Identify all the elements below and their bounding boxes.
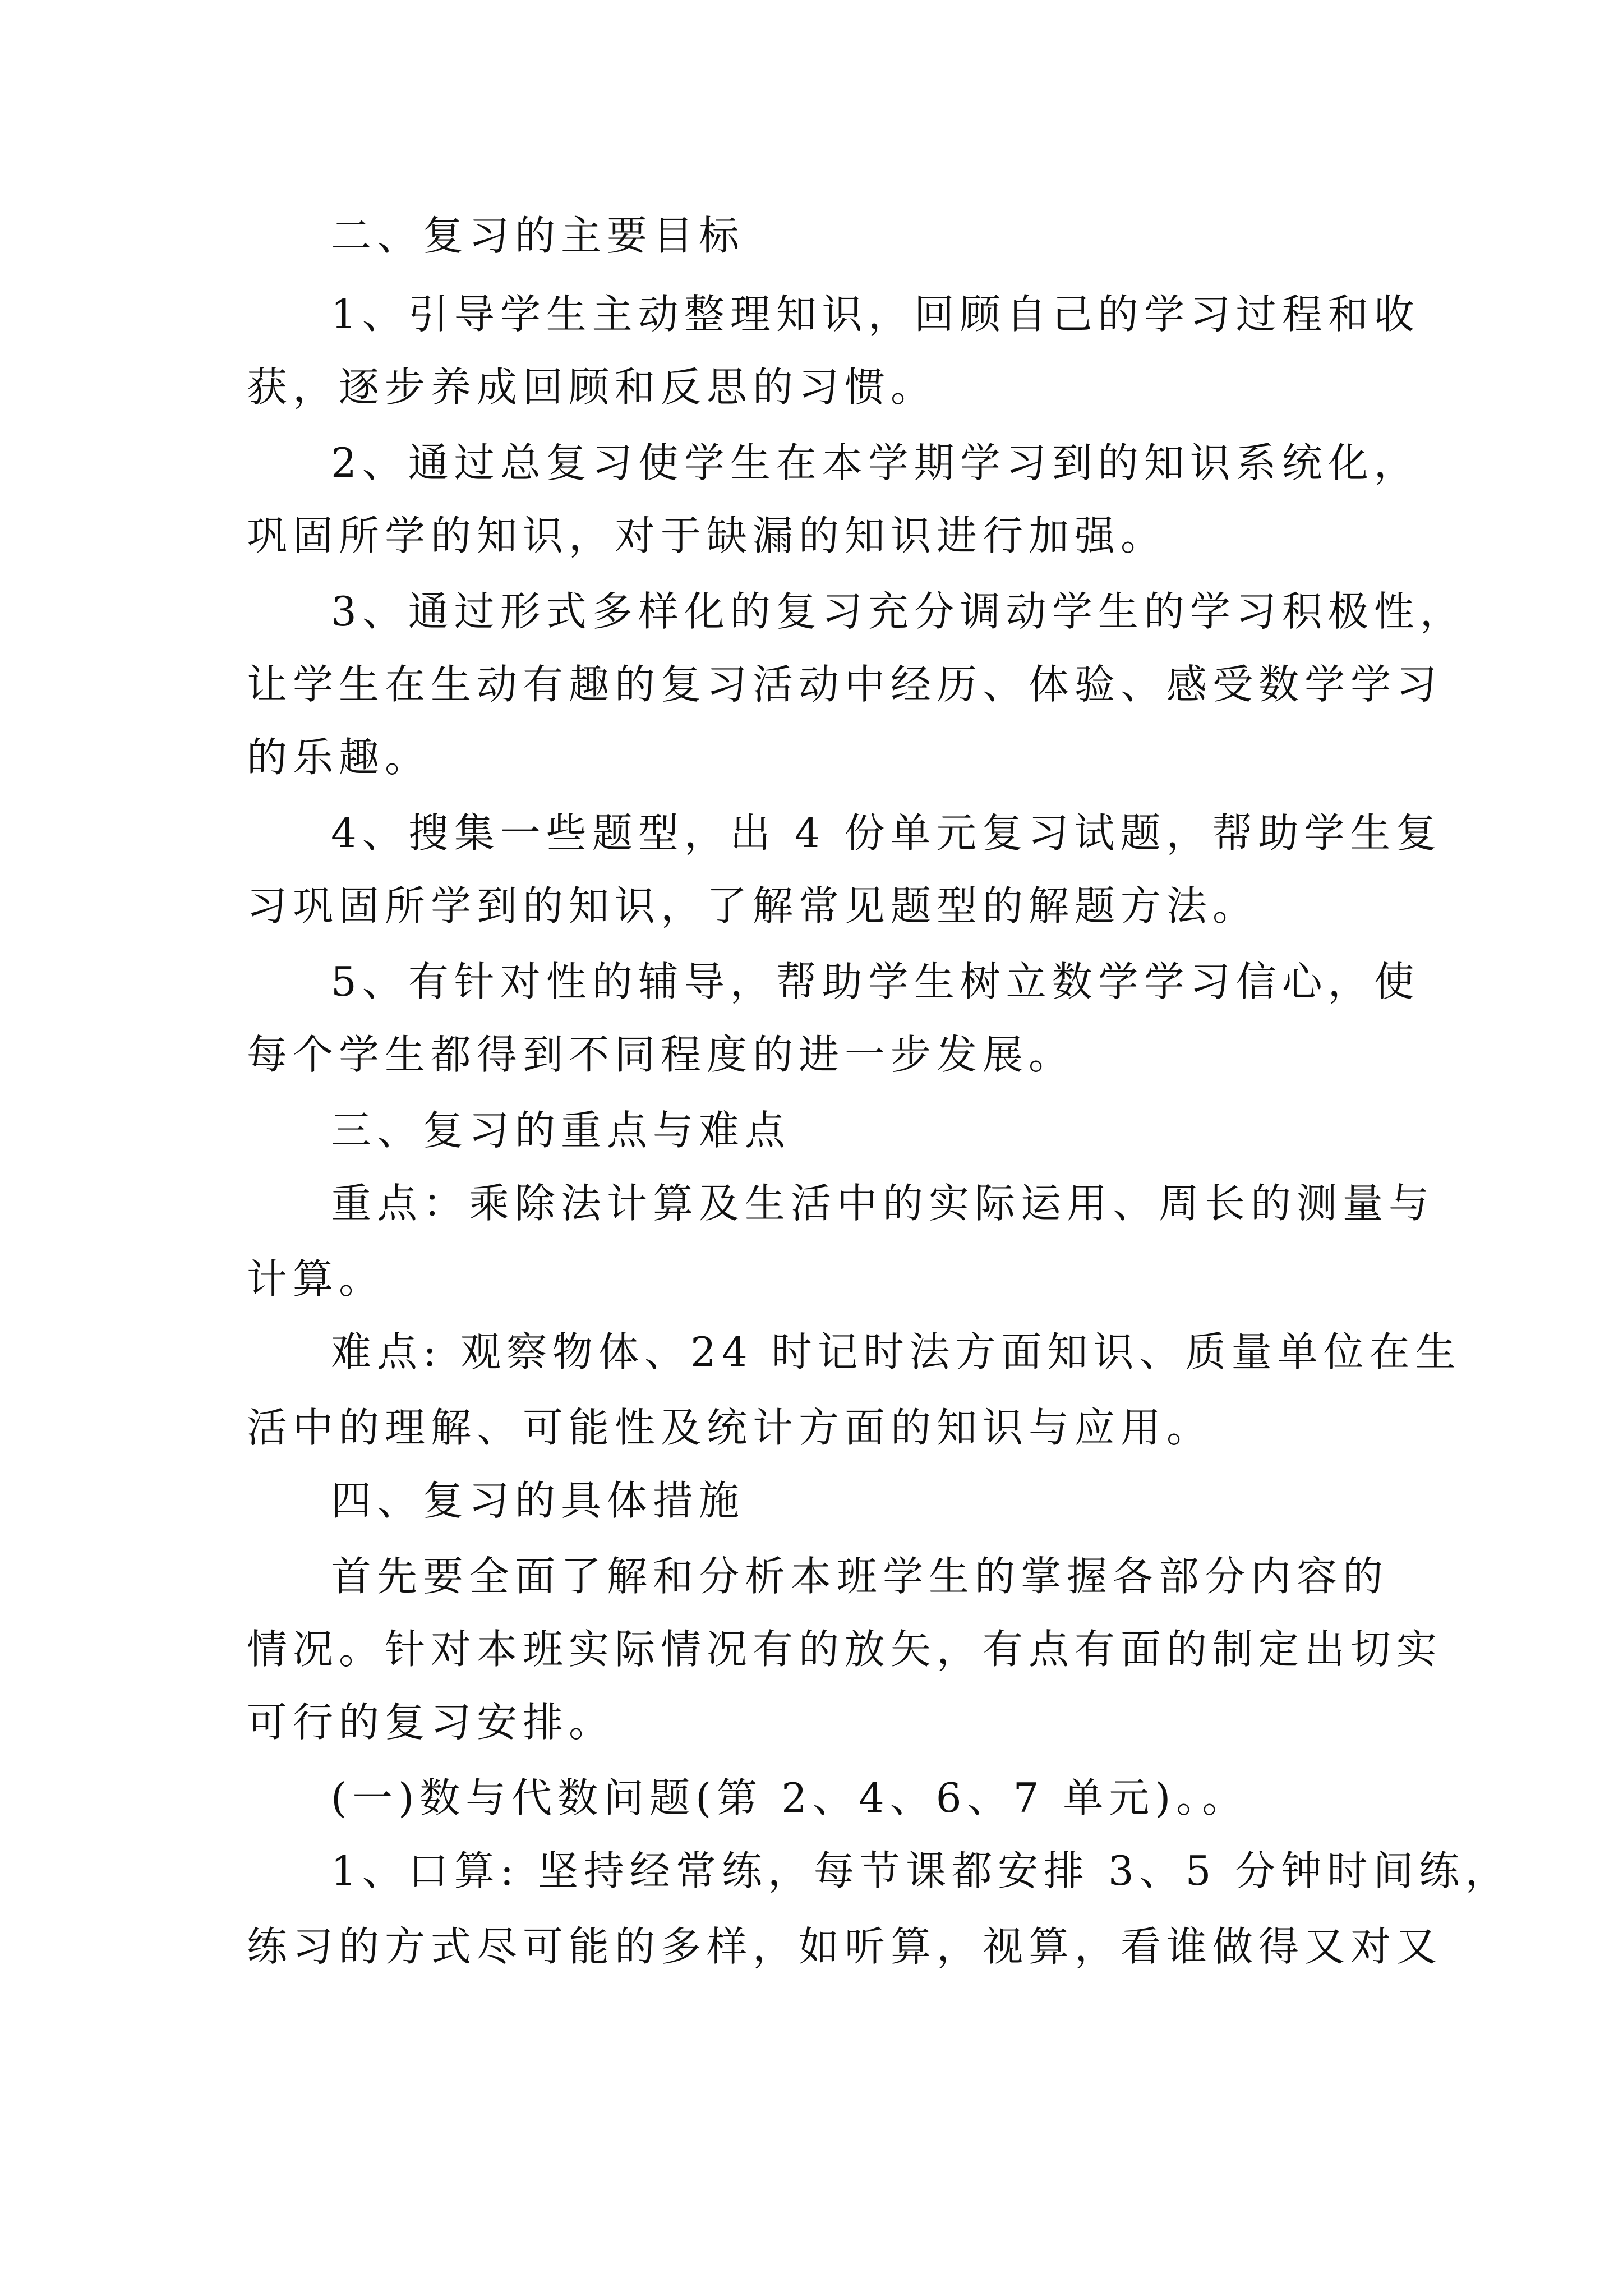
subsection-heading: (一)数与代数问题(第 2、4、6、7 单元)。。 — [331, 1774, 1248, 1821]
paragraph-line: 1、口算: 坚持经常练，每节课都安排 3、5 分钟时间练， — [331, 1847, 1511, 1894]
paragraph-line: 可行的复习安排。 — [247, 1699, 615, 1746]
paragraph-line: 巩固所学的知识，对于缺漏的知识进行加强。 — [247, 512, 1167, 559]
paragraph-line: 练习的方式尽可能的多样，如听算，视算，看谁做得又对又 — [247, 1923, 1443, 1970]
paragraph-line: 1、引导学生主动整理知识，回顾自己的学习过程和收 — [331, 291, 1420, 338]
paragraph-line: 首先要全面了解和分析本班学生的掌握各部分内容的 — [331, 1553, 1389, 1600]
paragraph-line: 每个学生都得到不同程度的进一步发展。 — [247, 1031, 1075, 1078]
paragraph-line: 习巩固所学到的知识，了解常见题型的解题方法。 — [247, 882, 1259, 930]
paragraph-line: 重点：乘除法计算及生活中的实际运用、周长的测量与 — [331, 1180, 1435, 1227]
paragraph-line: 5、有针对性的辅导，帮助学生树立数学学习信心，使 — [331, 958, 1420, 1005]
paragraph-line: 4、搜集一些题型，出 4 份单元复习试题，帮助学生复 — [331, 809, 1442, 857]
paragraph-line: 获，逐步养成回顾和反思的习惯。 — [247, 364, 937, 411]
paragraph-line: 2、通过总复习使学生在本学期学习到的知识系统化， — [331, 439, 1420, 486]
paragraph-line: 让学生在生动有趣的复习活动中经历、体验、感受数学学习 — [247, 661, 1443, 708]
paragraph-line: 难点: 观察物体、24 时记时法方面知识、质量单位在生 — [331, 1328, 1461, 1375]
paragraph-line: 计算。 — [247, 1255, 385, 1303]
section-heading-goals: 二、复习的主要目标 — [331, 212, 745, 259]
paragraph-line: 3、通过形式多样化的复习充分调动学生的学习积极性， — [331, 588, 1466, 635]
paragraph-line: 情况。针对本班实际情况有的放矢，有点有面的制定出切实 — [247, 1626, 1443, 1673]
paragraph-line: 活中的理解、可能性及统计方面的知识与应用。 — [247, 1404, 1213, 1451]
section-heading-measures: 四、复习的具体措施 — [331, 1477, 745, 1524]
section-heading-key-points: 三、复习的重点与难点 — [331, 1107, 791, 1154]
paragraph-line: 的乐趣。 — [247, 734, 431, 781]
